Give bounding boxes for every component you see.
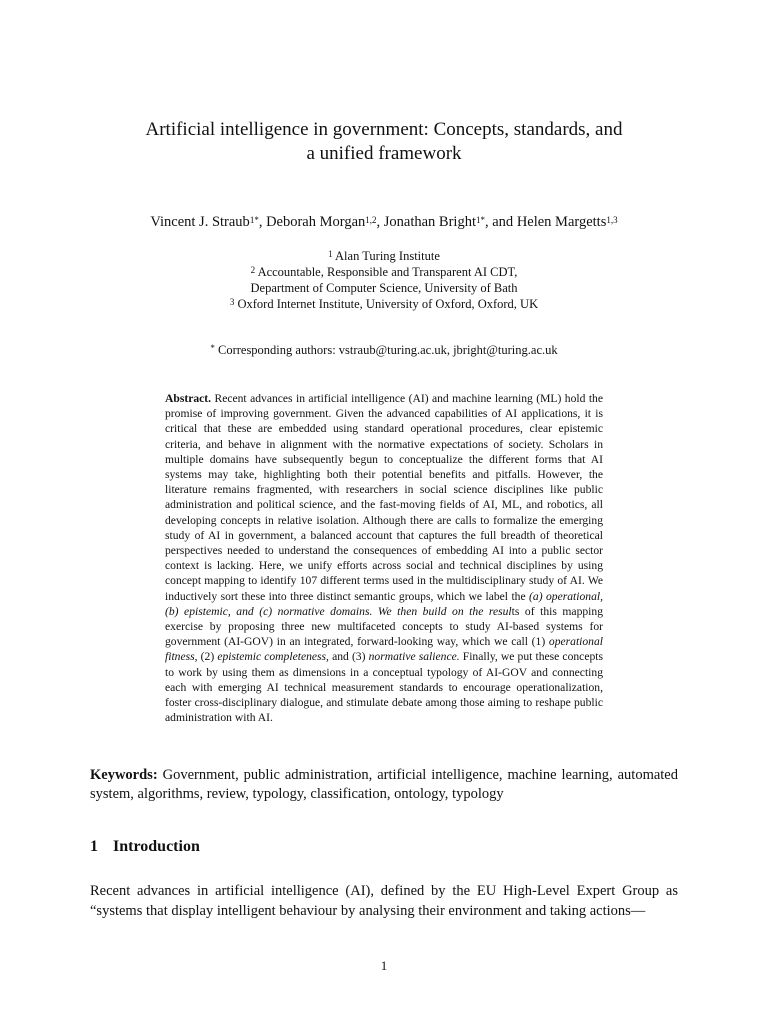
page-number: 1 (380, 958, 388, 973)
abstract-text: Recent advances in artificial intelligence (AI) and machine learning (ML) hold the promise of improving government. Given the advanced capabilities of AI applications, it is critical that these are embedded using standard operational procedures, clear epistemic criteria, and behave in alignment with the normative expectations of society. Scholars in multiple domains have subsequently begun to conceptualize the different forms that AI systems may take, highlighting both their potential benefits and pitfalls. However, the literature remains fragmented, with researchers in social science disciplines like public administration and political science, and the fast-moving fields of AI, ML, and robotics, all developing concepts in relative isolation. Although there are calls to formalize the emerging study of AI in government, a balanced account that captures the full breadth of theoretical perspectives needed to understand the consequences of embedding AI into a public sector context is lacking. Here, we unify efforts across social and technical disciplines by using concept mapping to identify 107 different terms used in the multidisciplinary study of AI. We inductively sort these into three distinct semantic groups, which we label the (165, 392, 603, 603)
abstract-text: Finally, we put these concepts to work by using them as dimensions in a conceptual typology of AI-GOV and connecting each with emerging AI technical measurement standards to encourage operationalization, foster cross-disciplinary dialogue, and stimulate debate among those aiming to reshape public administration with AI. (165, 650, 603, 725)
author-affiliation-mark: 1* (476, 215, 485, 225)
title-line-1: Artificial intelligence in government: Concepts, standards, and (145, 119, 623, 140)
affiliation-1 (0, 248, 768, 264)
corresponding-mark: * (210, 343, 215, 353)
abstract-italic: epistemic completeness, (217, 650, 329, 664)
abstract-text: , (2) (194, 650, 218, 664)
affiliation-2-cont: Department of Computer Science, University of Bath (250, 281, 518, 295)
author-separator: , and (485, 214, 517, 230)
affiliation-text: Alan Turing Institute (335, 249, 440, 263)
author-affiliation-mark: 1,3 (606, 215, 618, 225)
author-affiliation-mark: 1* (249, 215, 259, 225)
abstract-italic: operational fitness (165, 635, 603, 664)
section-title: Introduction (113, 838, 200, 855)
author-list (0, 212, 768, 232)
keywords-label: Keywords: (90, 767, 158, 783)
abstract (165, 391, 603, 725)
author-name: Deborah Morgan (266, 214, 366, 230)
abstract-italic: (a) operational, (b) epistemic, and (c) normative domains. We then build on the resul (165, 589, 603, 618)
abstract-text: ts of this mapping exercise by proposing three new multifaceted concepts to study AI-based systems for government (AI-GOV) in an integrated, forward-looking way, which we call (1) (165, 604, 603, 649)
section-number: 1 (90, 838, 98, 855)
affiliation-2 (0, 264, 768, 280)
author-separator: , (258, 214, 267, 230)
keywords (90, 766, 678, 804)
keywords-text: Government, public administration, artificial intelligence, machine learning, automated system, algorithms, review, typology, classification, ontology, typology (90, 767, 678, 802)
abstract-italic: normative salience. (368, 650, 460, 664)
affiliation-text: Accountable, Responsible and Transparent AI CDT, (257, 265, 518, 279)
intro-paragraph: Recent advances in artificial intelligence (AI), defined by the EU High-Level Expert Group as “systems that display intelligent behaviour by analysing their environment and taking actions— (90, 883, 678, 919)
section-heading (90, 838, 200, 856)
affiliation-mark: 3 (229, 297, 235, 307)
corresponding-authors (0, 342, 768, 358)
affiliation-mark: 1 (328, 249, 333, 259)
paper-title (0, 118, 768, 166)
abstract-text: and (3) (328, 650, 369, 664)
affiliation-text: Oxford Internet Institute, University of Oxford, Oxford, UK (237, 297, 539, 311)
author-name: Jonathan Bright (383, 214, 476, 230)
author-affiliation-mark: 1,2 (365, 215, 377, 225)
title-line-2: a unified framework (306, 143, 462, 164)
abstract-label: Abstract. (165, 392, 212, 405)
author-separator: , (376, 214, 384, 230)
author-name: Helen Margetts (516, 214, 607, 230)
affiliation-3 (0, 296, 768, 312)
corresponding-text: Corresponding authors: vstraub@turing.ac.uk, jbright@turing.ac.uk (217, 343, 558, 357)
affiliation-mark: 2 (250, 265, 256, 275)
affiliations (0, 248, 768, 312)
author-name: Vincent J. Straub (150, 214, 250, 230)
